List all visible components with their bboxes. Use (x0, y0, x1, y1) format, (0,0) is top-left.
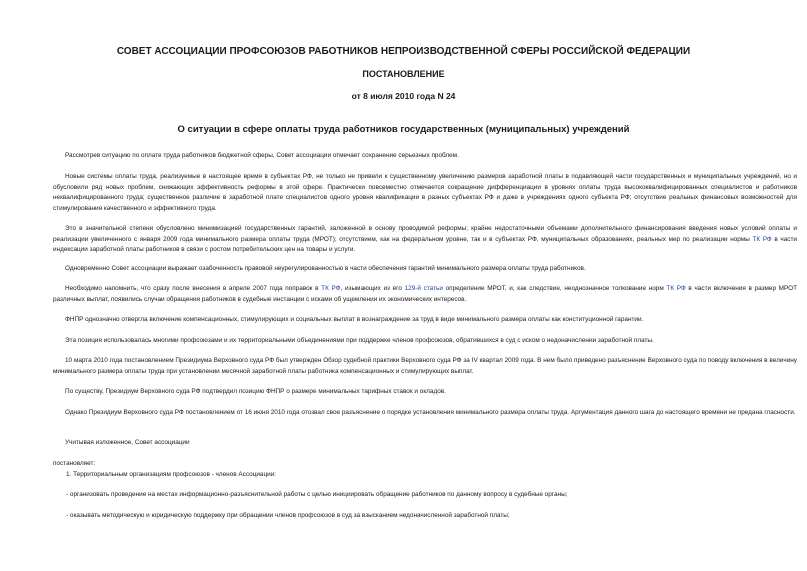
paragraph-6: ФНПР однозначно отвергла включение компенсационных, стимулирующих и социальных выплат в вознаграждение за труд в виде минимального размера оплаты как конституционной гарантии. (65, 316, 644, 323)
paragraph-5-part-d: в части включения в размер МРОТ различных выплат, появились случаи обращения работников в судебные инстанции с исками об ущемлении их экономических интересов. (53, 285, 797, 303)
organization-title: СОВЕТ АССОЦИАЦИИ ПРОФСОЮЗОВ РАБОТНИКОВ НЕПРОИЗВОДСТВЕННОЙ СФЕРЫ РОССИЙСКОЙ ФЕДЕРАЦИИ (116, 46, 691, 57)
paragraph-10: Однако Президиум Верховного суда РФ постановлением от 16 июня 2010 года отозвал свое разъяснение о порядке установления минимального размера оплаты труда. Аргументация данного шага до настоящего времени не предана гласности. (65, 409, 796, 416)
paragraph-3-text: Это в значительной степени обусловлено минимизацией государственных гарантий, заложенной в основу проводимой реформы; крайне недостаточными объемами дополнительного финансирования введения новых условий оплаты и реализации увеличенного с января 2009 года минимального размера оплаты труда (МРОТ); отсутствием, как на федеральном уровне, так и в субъектах РФ, муниципальных образованиях, реальных мер по реализации нормы (53, 225, 797, 243)
tk-rf-link[interactable]: ТК РФ (321, 285, 341, 292)
paragraph-11: Учитывая изложенное, Совет ассоциации (65, 439, 190, 446)
paragraph-1: Рассмотрев ситуацию по оплате труда работников бюджетной сферы, Совет ассоциации отмечает сохранение серьезных проблем. (65, 152, 459, 159)
paragraph-5-part-c: определение МРОТ, и, как следствие, неоднозначное толкование норм (442, 285, 667, 292)
document-date-number: от 8 июля 2010 года N 24 (351, 91, 456, 101)
paragraph-5-part-b: , изымающих из его (340, 285, 405, 292)
paragraph-2: Новые системы оплаты труда, реализуемые в настоящее время в субъектах РФ, не только не привели к существенному увеличению размеров заработной платы в подавляющей части государственных и муниципальных учреждений, но и обусловили ряд новых проблем, снижающих эффективность реформы в этой сфере. Практически повсеместно отмечается сокращение дифференциации в уровнях оплаты труда высококвалифицированных специалистов и работников неквалифицированного труда; существенное различие в заработной плате специалистов одного уровня квалификации в разных субъектах РФ и даже в учреждениях одного субъекта РФ; отсутствие реальных финансовых возможностей для стимулирования качественного и эффективного труда. (53, 173, 797, 212)
paragraph-3-end: в части индексации заработной платы работников в связи с ростом потребительских цен на товары и услуги. (53, 235, 797, 253)
paragraph-9: По существу, Президиум Верховного суда РФ подтвердил позицию ФНПР о размере минимальных тарифных ставок и окладов. (65, 388, 446, 395)
paragraph-5-part-a: Необходимо напомнить, что сразу после внесения в апреле 2007 года поправок в (65, 285, 322, 292)
list-item-3: - оказывать методическую и юридическую поддержку при обращении членов профсоюзов в суд за взысканием недоначисленной заработной платы; (66, 512, 510, 519)
paragraph-7: Эта позиция использовалась многими профсоюзами и их территориальными объединениями при поддержке членов профсоюзов, обратившихся в суд с иском о недоначислении заработной платы. (65, 337, 654, 344)
tk-rf-link[interactable]: ТК РФ (666, 285, 686, 292)
document-subject: О ситуации в сфере оплаты труда работников государственных (муниципальных) учреждений (177, 124, 630, 135)
paragraph-3 (53, 224, 797, 256)
tk-rf-link[interactable]: ТК РФ (752, 235, 772, 243)
list-item-1: 1. Территориальным организациям профсоюзов - членов Ассоциации: (66, 471, 277, 478)
article-129-link[interactable]: 129-й статьи (404, 285, 443, 292)
paragraph-8: 10 марта 2010 года постановлением Президиума Верховного суда РФ был утвержден Обзор судебной практики Верховного суда РФ за IV квартал 2009 года. В нем было приведено разъяснение Верховного суда по поводу включения в величину минимального размера оплаты труда при установлении месячной заработной платы работника компенсационных и стимулирующих выплат. (53, 357, 797, 375)
paragraph-4: Одновременно Совет ассоциации выражает озабоченность правовой неурегулированностью в части обеспечения гарантий минимального размера оплаты труда работников. (65, 265, 586, 272)
document-type: ПОСТАНОВЛЕНИЕ (362, 69, 445, 79)
paragraph-12: постановляет: (53, 460, 96, 467)
list-item-2: - организовать проведение на местах информационно-разъяснительной работы с целью инициировать обращение работников по данному вопросу в судебные органы; (66, 491, 568, 498)
paragraph-5 (53, 284, 797, 305)
